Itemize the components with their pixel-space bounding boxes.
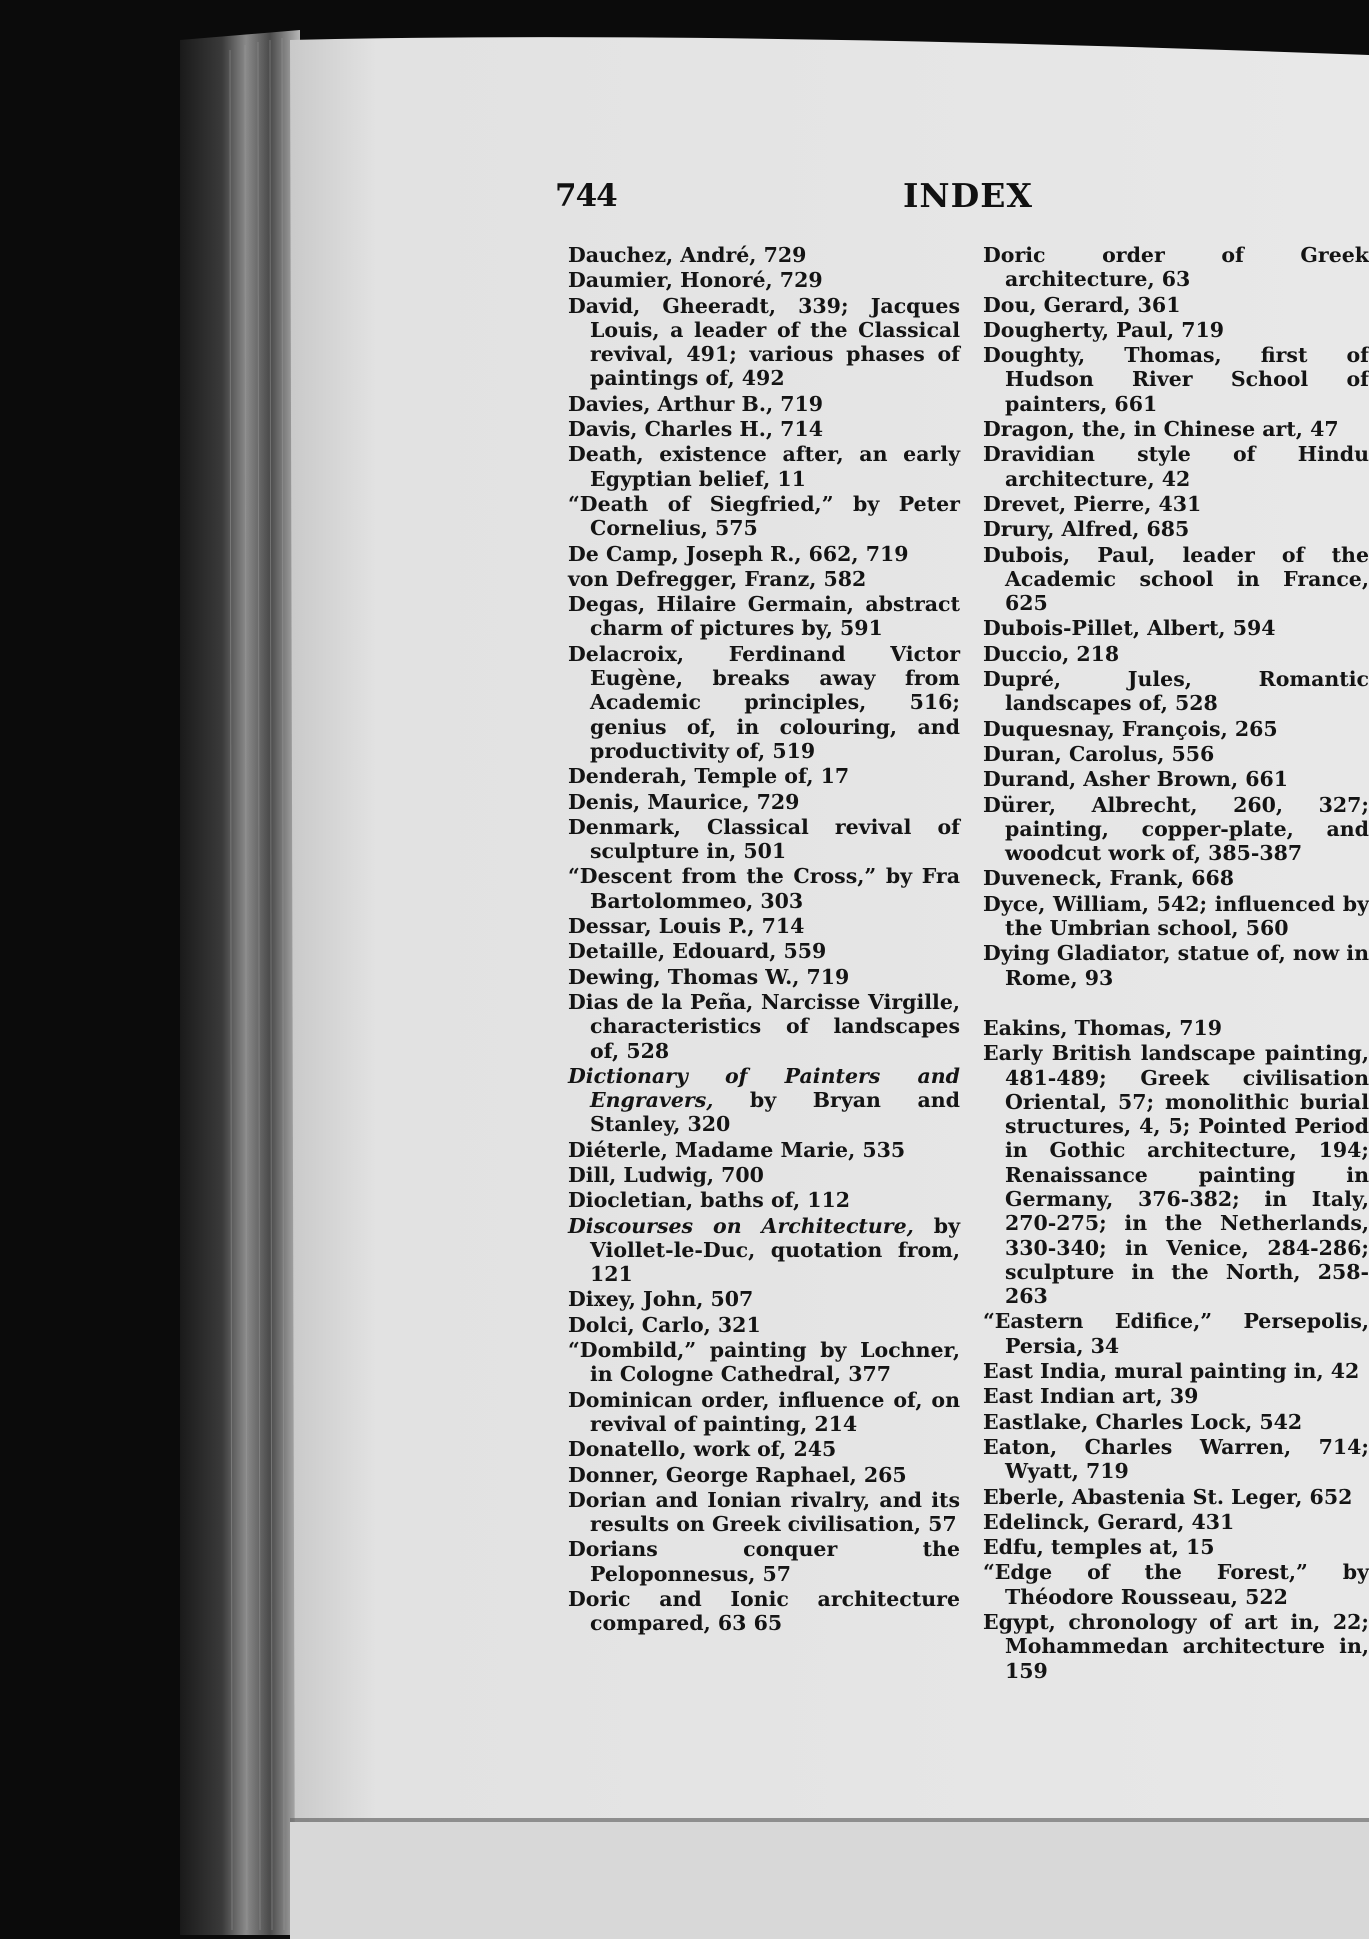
index-entry bbox=[568, 1463, 960, 1487]
index-entry bbox=[983, 1016, 1369, 1040]
index-entry bbox=[983, 793, 1369, 866]
index-entry-text: “Death of Siegfried,” by Peter Cornelius, 575 bbox=[568, 491, 960, 541]
index-entry bbox=[568, 815, 960, 864]
index-entry bbox=[983, 543, 1369, 616]
index-entry bbox=[983, 517, 1369, 541]
index-entry bbox=[568, 1163, 960, 1187]
index-entry bbox=[983, 492, 1369, 516]
index-entry-text: Dying Gladiator, statue of, now in Rome, 93 bbox=[983, 941, 1369, 990]
index-entry bbox=[983, 892, 1369, 941]
index-entry bbox=[983, 318, 1369, 342]
index-entry bbox=[568, 764, 960, 788]
index-entry bbox=[568, 1537, 960, 1586]
index-entry-text: Dupré, Jules, Romantic landscapes of, 528 bbox=[983, 667, 1369, 716]
index-entry-text: Dominican order, influence of, on revival of painting, 214 bbox=[568, 1387, 960, 1436]
index-entry-text: Dorians conquer the Peloponnesus, 57 bbox=[568, 1537, 960, 1586]
index-entry-text: Dou, Gerard, 361 bbox=[983, 292, 1181, 317]
index-entry-text: Doric and Ionic architecture compared, 63 65 bbox=[568, 1587, 960, 1636]
index-entry-text: David, Gheeradt, 339; Jacques Louis, a leader of the Classical revival, 491; various phases of paintings of, 492 bbox=[568, 293, 960, 391]
index-entry bbox=[983, 1560, 1369, 1609]
index-entry-text: Denmark, Classical revival of sculpture in, 501 bbox=[568, 814, 960, 864]
index-entry-text: East India, mural painting in, 42 bbox=[983, 1359, 1360, 1384]
index-entry bbox=[568, 1388, 960, 1437]
index-entry bbox=[568, 1064, 960, 1137]
index-entry bbox=[983, 767, 1369, 791]
index-entry-text: Dixey, John, 507 bbox=[568, 1287, 754, 1312]
index-entry-text: “Edge of the Forest,” by Théodore Rousseau, 522 bbox=[983, 1560, 1369, 1609]
index-entry bbox=[568, 1587, 960, 1636]
index-entry bbox=[568, 592, 960, 641]
index-entry-title: Discourses on Architecture, bbox=[568, 1213, 914, 1238]
index-entry-text: Dauchez, André, 729 bbox=[568, 243, 807, 267]
index-entry bbox=[568, 1214, 960, 1287]
index-entry bbox=[983, 1309, 1369, 1358]
index-entry-text: “Dombild,” painting by Lochner, in Cologne Cathedral, 377 bbox=[568, 1338, 960, 1387]
index-entry bbox=[983, 1535, 1369, 1559]
index-entry-text: De Camp, Joseph R., 662, 719 bbox=[568, 541, 909, 566]
index-entry-text: Dougherty, Paul, 719 bbox=[983, 317, 1225, 342]
index-entry bbox=[568, 990, 960, 1063]
index-entry bbox=[568, 417, 960, 441]
index-entry-text: Dorian and Ionian rivalry, and its results on Greek civilisation, 57 bbox=[568, 1487, 960, 1537]
index-entry-text: Eaton, Charles Warren, 714; Wyatt, 719 bbox=[983, 1434, 1369, 1484]
index-entry bbox=[983, 1435, 1369, 1484]
index-entry bbox=[983, 417, 1369, 441]
index-entry bbox=[568, 1138, 960, 1162]
index-entry-text: Denis, Maurice, 729 bbox=[568, 789, 800, 814]
index-entry bbox=[568, 442, 960, 491]
index-entry-text: by Viollet-le-Duc, quotation from, 121 bbox=[590, 1213, 960, 1287]
index-entry bbox=[568, 542, 960, 566]
index-entry-text: Eberle, Abastenia St. Leger, 652 bbox=[983, 1484, 1353, 1509]
index-entry bbox=[983, 1610, 1369, 1683]
index-entry bbox=[568, 294, 960, 391]
index-entry-text: Dubois-Pillet, Albert, 594 bbox=[983, 616, 1276, 641]
index-entry-text: Dewing, Thomas W., 719 bbox=[568, 964, 850, 989]
index-entry bbox=[568, 268, 960, 292]
index-entry-text: Duquesnay, François, 265 bbox=[983, 716, 1278, 741]
index-entry-text: Davis, Charles H., 714 bbox=[568, 417, 823, 442]
index-entry bbox=[983, 343, 1369, 416]
index-entry-title: Dictionary of Painters and Engravers, bbox=[568, 1063, 960, 1113]
index-entry bbox=[568, 1338, 960, 1387]
index-entry bbox=[983, 667, 1369, 716]
index-entry-text: Diéterle, Madame Marie, 535 bbox=[568, 1137, 906, 1162]
index-entry bbox=[568, 939, 960, 963]
index-entry-text: Dyce, William, 542; influenced by the Umbrian school, 560 bbox=[983, 891, 1369, 941]
index-entry-text: by Bryan and Stanley, 320 bbox=[590, 1088, 960, 1137]
index-entry-text: Early British landscape painting, 481-489; Greek civilisation Oriental, 57; monolithic burial structures, 4, 5; Pointed Period in Gothic architecture, 194; Renaissance painting in Germany, 376-382; in Italy, 270-275; in the Netherlands, 330-340; in Venice, 284-286; sculpture in the North, 258-263 bbox=[983, 1041, 1369, 1309]
index-entry-text: Dragon, the, in Chinese art, 47 bbox=[983, 417, 1339, 442]
index-entry-text: Davies, Arthur B., 719 bbox=[568, 391, 824, 416]
index-entry bbox=[568, 1287, 960, 1311]
index-entry-text: Dessar, Louis P., 714 bbox=[568, 914, 805, 939]
index-entry-text: Donatello, work of, 245 bbox=[568, 1437, 837, 1462]
index-entry-text: Dolci, Carlo, 321 bbox=[568, 1312, 761, 1337]
index-entry bbox=[983, 642, 1369, 666]
index-entry-text: Doughty, Thomas, first of Hudson River School of painters, 661 bbox=[983, 343, 1369, 416]
index-entry-text: Duveneck, Frank, 668 bbox=[983, 866, 1234, 891]
index-entry bbox=[983, 742, 1369, 766]
index-entry bbox=[983, 1359, 1369, 1383]
index-entry-text: Duccio, 218 bbox=[983, 641, 1120, 666]
index-entry-text: Edelinck, Gerard, 431 bbox=[983, 1509, 1235, 1534]
index-entry-text: Detaille, Edouard, 559 bbox=[568, 939, 827, 964]
index-entry bbox=[568, 642, 960, 763]
index-entry bbox=[983, 243, 1369, 292]
index-entry bbox=[568, 914, 960, 938]
index-entry bbox=[568, 790, 960, 814]
running-head: INDEX bbox=[903, 176, 1033, 215]
index-entry-text: Eakins, Thomas, 719 bbox=[983, 1015, 1223, 1040]
index-entry-text: Death, existence after, an early Egyptian belief, 11 bbox=[568, 442, 960, 491]
index-entry bbox=[568, 1437, 960, 1461]
index-entry bbox=[568, 492, 960, 541]
index-entry-text: Drevet, Pierre, 431 bbox=[983, 491, 1202, 516]
index-entry-text: Drury, Alfred, 685 bbox=[983, 517, 1190, 542]
index-entry-text: Dürer, Albrecht, 260, 327; painting, copper-plate, and woodcut work of, 385-387 bbox=[983, 792, 1369, 866]
index-column-right bbox=[983, 243, 1369, 1684]
index-entry bbox=[568, 392, 960, 416]
page-number: 744 bbox=[555, 178, 617, 214]
index-entry bbox=[568, 965, 960, 989]
index-entry bbox=[568, 864, 960, 913]
index-entry-text: Durand, Asher Brown, 661 bbox=[983, 767, 1289, 792]
index-entry-text: “Eastern Edifice,” Persepolis, Persia, 34 bbox=[983, 1309, 1369, 1358]
index-entry bbox=[983, 293, 1369, 317]
index-entry bbox=[983, 1384, 1369, 1408]
index-entry-text: Eastlake, Charles Lock, 542 bbox=[983, 1409, 1303, 1434]
index-entry-text: Dubois, Paul, leader of the Academic school in France, 625 bbox=[983, 542, 1369, 616]
index-entry bbox=[568, 1488, 960, 1537]
index-entry-text: Egypt, chronology of art in, 22; Mohammedan architecture in, 159 bbox=[983, 1610, 1369, 1683]
index-entry bbox=[983, 442, 1369, 491]
index-entry bbox=[568, 243, 960, 267]
index-entry bbox=[983, 1410, 1369, 1434]
index-entry-text: “Descent from the Cross,” by Fra Bartolommeo, 303 bbox=[568, 864, 960, 913]
index-entry bbox=[568, 567, 960, 591]
index-entry-text: Diocletian, baths of, 112 bbox=[568, 1188, 851, 1213]
index-entry-text: Doric order of Greek architecture, 63 bbox=[983, 243, 1369, 292]
index-entry-text: Duran, Carolus, 556 bbox=[983, 741, 1215, 766]
index-entry bbox=[983, 1485, 1369, 1509]
index-entry-text: Degas, Hilaire Germain, abstract charm of pictures by, 591 bbox=[568, 592, 960, 641]
index-entry bbox=[983, 717, 1369, 741]
index-entry-text: Delacroix, Ferdinand Victor Eugène, breaks away from Academic principles, 516; genius of, in colouring, and productivity of, 519 bbox=[568, 641, 960, 763]
index-entry bbox=[983, 616, 1369, 640]
index-column-left bbox=[568, 243, 960, 1637]
index-entry-text: Denderah, Temple of, 17 bbox=[568, 764, 850, 789]
index-entry bbox=[983, 1510, 1369, 1534]
index-entry-text: Dill, Ludwig, 700 bbox=[568, 1162, 764, 1187]
index-entry-text: Dias de la Peña, Narcisse Virgille, characteristics of landscapes of, 528 bbox=[568, 989, 960, 1063]
index-entry bbox=[983, 1041, 1369, 1308]
index-entry-text: Edfu, temples at, 15 bbox=[983, 1535, 1215, 1560]
index-entry bbox=[983, 866, 1369, 890]
index-entry-text: von Defregger, Franz, 582 bbox=[568, 566, 867, 591]
index-entry bbox=[983, 941, 1369, 990]
index-entry bbox=[568, 1188, 960, 1212]
index-entry-text: Dravidian style of Hindu architecture, 42 bbox=[983, 442, 1369, 491]
index-entry-text: East Indian art, 39 bbox=[983, 1384, 1199, 1409]
index-entry bbox=[568, 1313, 960, 1337]
index-entry-text: Donner, George Raphael, 265 bbox=[568, 1462, 907, 1487]
index-entry-text: Daumier, Honoré, 729 bbox=[568, 268, 823, 293]
